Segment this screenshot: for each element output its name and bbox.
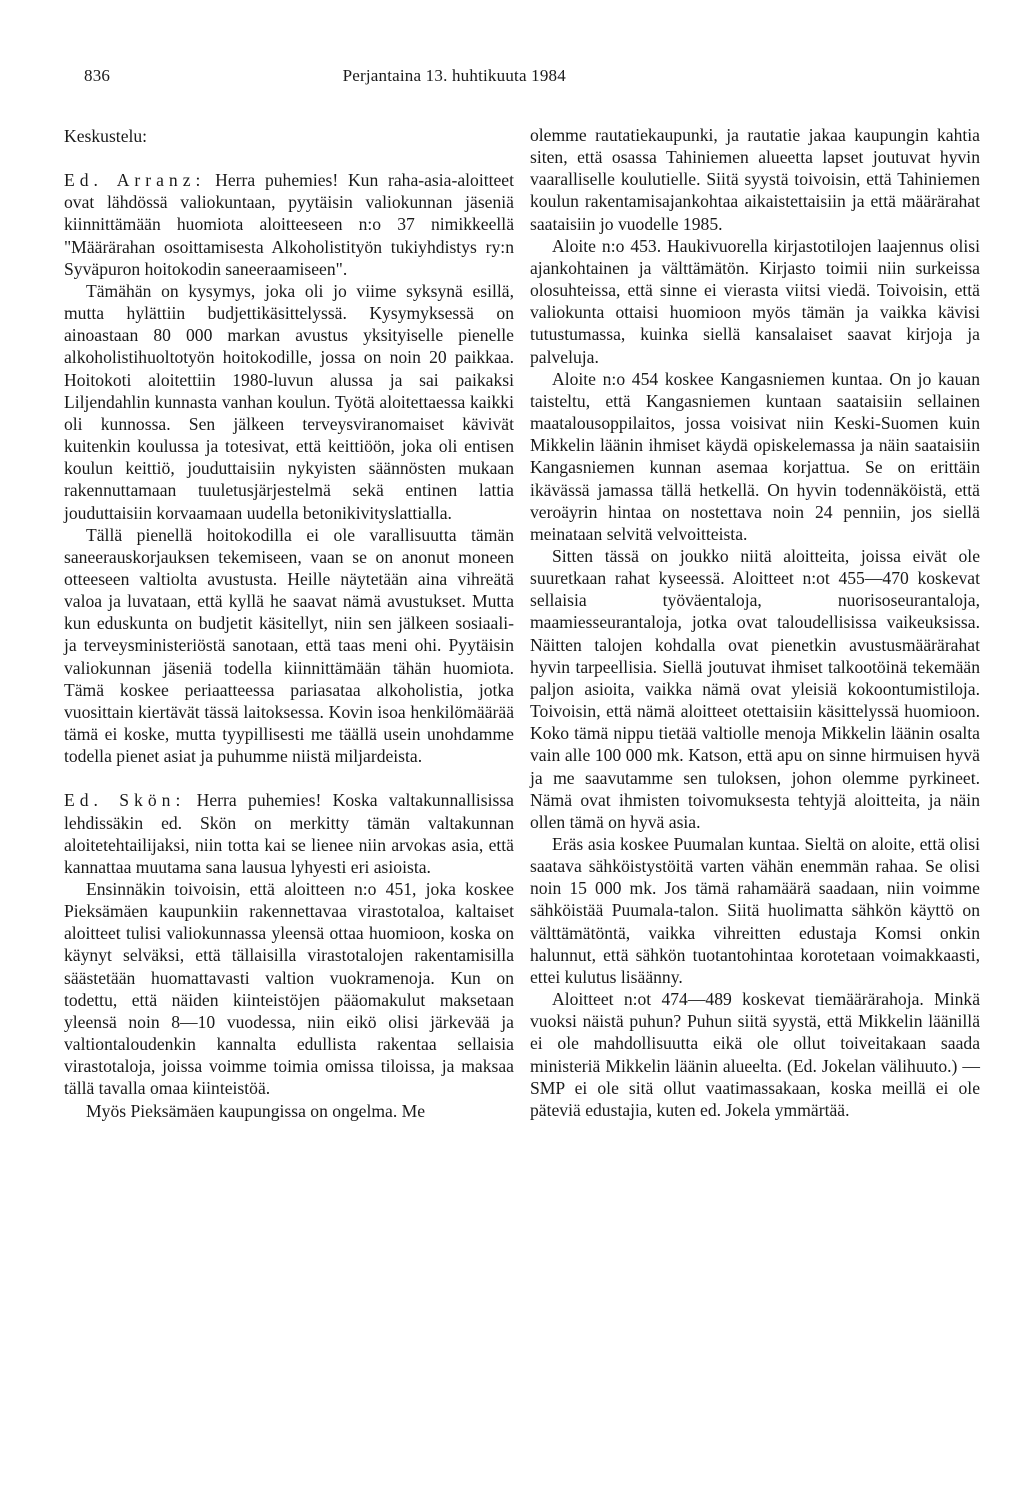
page-header: [84, 66, 566, 86]
speaker-name: Ed. Arranz:: [64, 170, 206, 191]
left-column: [64, 120, 514, 1122]
paragraph: Tämähän on kysymys, joka oli jo viime syksynä esillä, mutta hylättiin budjettikäsittelyssä. Kysymyksessä on ainoastaan 80 000 markan avustus yksityiselle pienelle alkoholistihuoltotyön hoitokodille, jossa on noin 20 paikkaa. Hoitokoti aloitettiin 1980-luvun alussa ja sai paikaksi Liljendahlin kunnasta vanhan koulun. Työtä aloitettaessa kaikki oli kunnossa. Sen jälkeen terveysviranomaiset kävivät kuitenkin koulussa ja totesivat, että keittiöön, joka oli entisen koulun keittiö, jouduttaisiin nykyisten säännösten mukaan rakennuttamaan tuuletusjärjestelmä sekä entinen lattia jouduttaisiin korvaamaan uudella betonikivityslattialla.: [64, 280, 514, 523]
paragraph: Tällä pienellä hoitokodilla ei ole varallisuutta tämän saneerauskorjauksen tekemiseen, vaan se on anonut moneen otteeseen valtiolta avustusta. Heille näytetään aina vihreätä valoa ja luvataan, että kyllä he saavat nämä avustukset. Mutta kun eduskunta on budjetit käsitellyt, niin sen jälkeen sosiaali- ja terveysministeriöstä sanotaan, että taas meni ohi. Pyytäisin valiokunnan jäseniä todella kiinnittämään tähän huomiota. Tämä koskee periaatteessa pariasataa alkoholistia, jotka vuosittain kiertävät tässä laitoksessa. Kovin isoa henkilömäärää tämä ei koske, mutta tyypillisesti me täällä usein unohdamme todella pienet asiat ja puhumme niistä miljardeista.: [64, 524, 514, 767]
paragraph: Eräs asia koskee Puumalan kuntaa. Sieltä on aloite, että olisi saatava sähköistystöitä varten vähän enemmän rahaa. Se olisi noin 15 000 mk. Jos tämä rahamäärä saadaan, niin voimme sähköistää Puumala-talon. Siitä huolimatta sähkön käyttö on välttämätöntä, vaikka vihreitten edustaja Komsi onkin halunnut, että sähkön tuotantohintaa korotetaan voimakkaasti, ettei kulutus lisäänny.: [530, 834, 980, 987]
paragraph: Ensinnäkin toivoisin, että aloitteen n:o 451, joka koskee Pieksämäen kaupunkiin rakennettavaa virastotaloa, kaltaiset aloitteet tulisi valiokunnassa yleensä ottaa huomioon, koska on käynyt selväksi, että tällaisilla virastotalojen rakentamisilla säästetään huomattavasti valtion vuokramenoja. Kun on todettu, että näiden kiinteistöjen pääomakulut maksetaan yleensä noin 8—10 vuodessa, niin eikö olisi järkevää ja valtiontaloudenkin kannalta edullista rakentaa sellaisia virastotaloja, joissa voimme toimia omissa tiloissa, ja maksaa tällä tavalla omaa kiinteistöä.: [64, 879, 514, 1099]
paragraph: Aloite n:o 453. Haukivuorella kirjastotilojen laajennus olisi ajankohtainen ja välttämätön. Kirjasto toimii niin surkeissa olosuhteissa, että sinne ei vierasta viitsi viedä. Toivoisin, että valiokunta ottaisi huomioon myös tämän ja vaikka kävisi tutustumassa, kuinka siellä kansalaiset saavat kirjoja ja palveluja.: [530, 235, 980, 367]
paragraph: olemme rautatiekaupunki, ja rautatie jakaa kaupungin kahtia siten, että osassa Tahiniemen alueetta lapset joutuvat hyvin vaaralliselle koulutielle. Siitä syystä toivoisin, että Tahiniemen koulun rakentamisajankohtaa aikaistettaisiin ja että määrärahat saataisiin jo vuodelle 1985.: [530, 125, 980, 234]
paragraph: Aloitteet n:ot 474—489 koskevat tiemäärärahoja. Minkä vuoksi näistä puhun? Puhun siitä syystä, että Mikkelin läänillä ei ole mahdollisuutta eikä ole ollut toiveitakaan saada ministeriä Mikkelin läänin alueelta. (Ed. Jokelan välihuuto.) — SMP ei ole sitä ollut vaatimassakaan, koska meillä ei ole päteviä edustajia, kuten ed. Jokela ymmärtää.: [530, 989, 980, 1120]
paragraph: Aloite n:o 454 koskee Kangasniemen kuntaa. On jo kauan taisteltu, että Kangasniemen kuntaan saataisiin sellainen maatalousoppilaitos, jossa voisivat niin Keski-Suomen kuin Mikkelin läänin ihmiset käydä opiskelemassa ja näin saataisiin Kangasniemen kunnan asemaa korjattua. Se on erittäin ikävässä jamassa tällä hetkellä. On hyvin todennäköistä, että veroäyrin hintaa on nostettava noin 24 penniin, jos siellä meinataan selvitä velvoitteista.: [530, 368, 980, 544]
header-date: Perjantaina 13. huhtikuuta 1984: [342, 66, 566, 85]
page-number: 836: [84, 66, 111, 85]
paragraph: Ed. Skön: Herra puhemies! Koska valtakunnallisissa lehdissäkin ed. Skön on merkitty tämän valtakunnan aloitetehtailijaksi, niin totta kai se lienee niin arvokas asia, että kannattaa muutama sana lausua lyhyesti eri asioista.: [64, 790, 514, 877]
paragraph: Ed. Arranz: Herra puhemies! Kun raha-asia-aloitteet ovat lähdössä valiokuntaan, pyytäisin valiokunnan jäseniä kiinnittämään huomiota aloitteeseen n:o 37 nimikkeellä "Määrärahan osoittamisesta Alkoholistityön tukiyhdistys ry:n Syväpuron hoitokodin saneeraamiseen".: [64, 170, 514, 279]
paragraph: Myös Pieksämäen kaupungissa on ongelma. Me: [86, 1100, 426, 1121]
paragraph: Sitten tässä on joukko niitä aloitteita, joissa eivät ole suuretkaan rahat kyseessä. Aloitteet n:ot 455—470 koskevat sellaisia työväentaloja, nuorisoseurantaloja, maamiesseurantaloja, jotka ovat taloudellisissa vaikeuksissa. Näitten talojen kohdalla ovat pienetkin avustusmäärärahat hyvin tarpeellisia. Siellä joutuvat ihmiset talkootöinä tekemään paljon asioita, vaikka nämä ovat yleisiä kokoontumistiloja. Toivoisin, että nämä aloitteet otettaisiin käsittelyssä huomioon. Koko tämä nippu tietää valtiolle menoja Mikkelin läänin osalta vain alle 100 000 mk. Katson, että apu on sinne hirmuisen hyvä ja me saavutamme sen tuloksen, johon olemme pyrkineet. Nämä ovat ihmisten toivomuksesta tehtyjä aloitteita, ja näin ollen tämä on hyvä asia.: [530, 545, 980, 832]
speaker-name: Ed. Skön:: [64, 790, 186, 811]
section-heading: Keskustelu:: [64, 126, 148, 146]
right-column: [530, 124, 980, 1121]
